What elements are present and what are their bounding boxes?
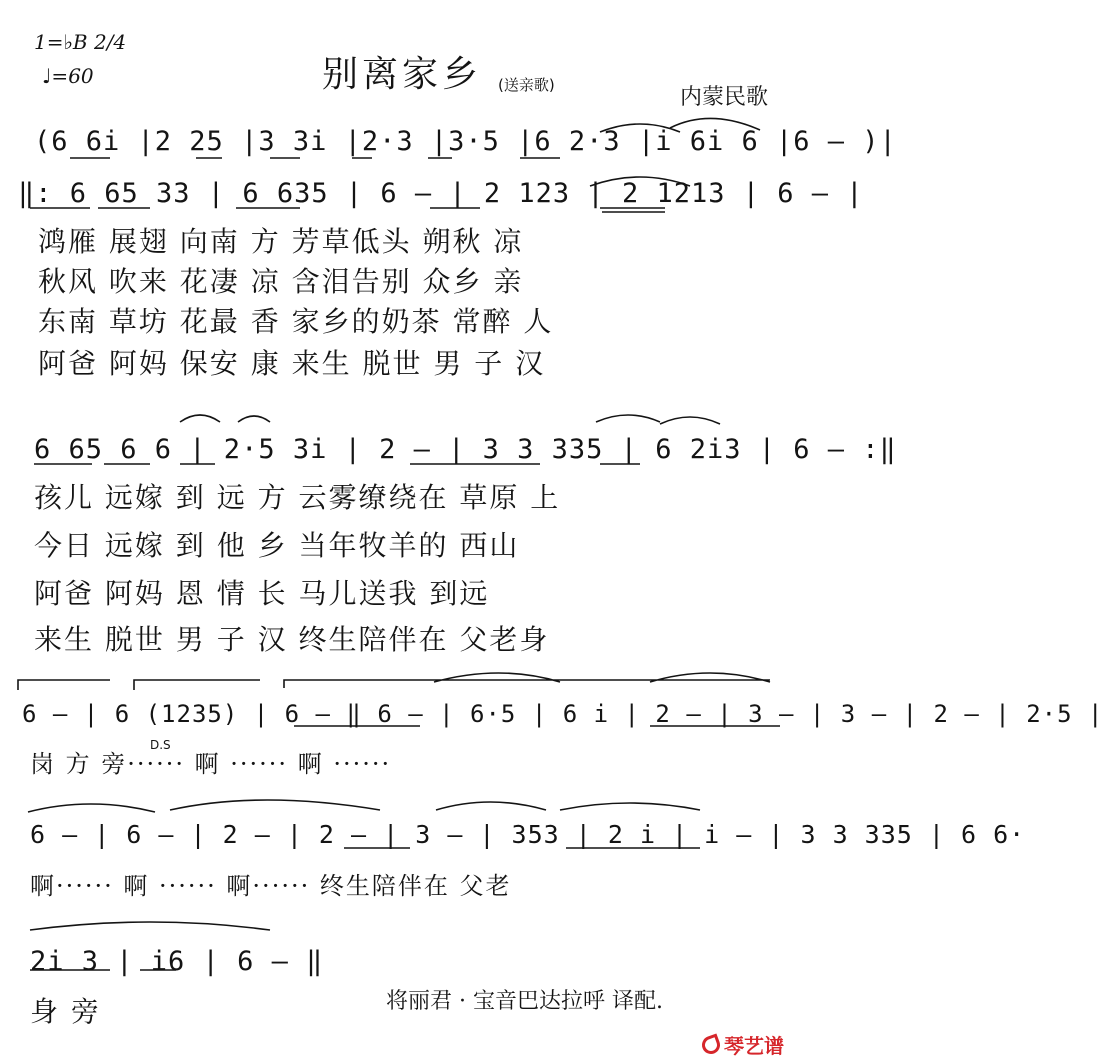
lyric-coda-1: 岗 方 旁······ 啊 ······ 啊 ······ <box>30 750 392 778</box>
watermark <box>702 1030 784 1059</box>
lyric-coda-2: 啊······ 啊 ······ 啊······ 终生陪伴在 父老 <box>30 872 512 900</box>
notation-line-intro: (6 6i |2 25 |3 3i |2·3 |3·5 |6 2·3 |i 6i 6 |6 – )| <box>34 126 897 157</box>
lyric-verse-2a: 秋风 吹来 花凄 凉 含泪告别 众乡 亲 <box>38 265 524 298</box>
lyric-verse-1b: 孩儿 远嫁 到 远 方 云雾缭绕在 草原 上 <box>34 481 561 514</box>
lyric-verse-2b: 今日 远嫁 到 他 乡 当年牧羊的 西山 <box>34 529 520 562</box>
watermark-text: 琴艺谱 <box>724 1034 784 1058</box>
song-subtitle: (送亲歌) <box>498 76 555 94</box>
song-origin: 内蒙民歌 <box>680 85 769 110</box>
lyric-verse-1a: 鸿雁 展翅 向南 方 芳草低头 朔秋 凉 <box>38 225 524 258</box>
ds-marking: D.S <box>150 738 171 752</box>
lyric-verse-4a: 阿爸 阿妈 保安 康 来生 脱世 男 子 汉 <box>38 347 546 380</box>
notation-line-coda-1: 6 – | 6 (1235) | 6 – ‖ 6 – | 6·5 | 6 i | 2 – | 3 – | 3 – | 2 – | 2·5 | <box>22 700 1103 728</box>
watermark-logo-icon <box>699 1033 722 1056</box>
lyric-verse-3a: 东南 草坊 花最 香 家乡的奶茶 常醉 人 <box>38 305 554 338</box>
lyric-verse-4b: 来生 脱世 男 子 汉 终生陪伴在 父老身 <box>34 623 550 656</box>
lyric-verse-3b: 阿爸 阿妈 恩 情 长 马儿送我 到远 <box>34 577 490 610</box>
arranger-credit: 将丽君 · 宝音巴达拉呼 译配. <box>386 989 663 1014</box>
lyric-ending: 身 旁 <box>30 995 101 1028</box>
tempo-marking: ♩=60 <box>42 64 94 88</box>
notation-line-coda-2: 6 – | 6 – | 2 – | 2 – | 3 – | 353 | 2 i | i – | 3 3 335 | 6 6· <box>30 820 1026 849</box>
notation-line-verse-a: ‖: 6 65 33 | 6 635 | 6 – | 2 123 | 2 1213 | 6 – | <box>18 178 864 209</box>
notation-line-ending: 2i 3 | i6 | 6 – ‖ <box>30 946 324 977</box>
notation-line-verse-b: 6 65 6 6 | 2·5 3i | 2 – | 3 3 335 | 6 2i3 | 6 – :‖ <box>34 434 897 465</box>
song-title: 别离家乡 <box>322 54 483 95</box>
key-signature: 1=♭B 2/4 <box>34 30 127 54</box>
